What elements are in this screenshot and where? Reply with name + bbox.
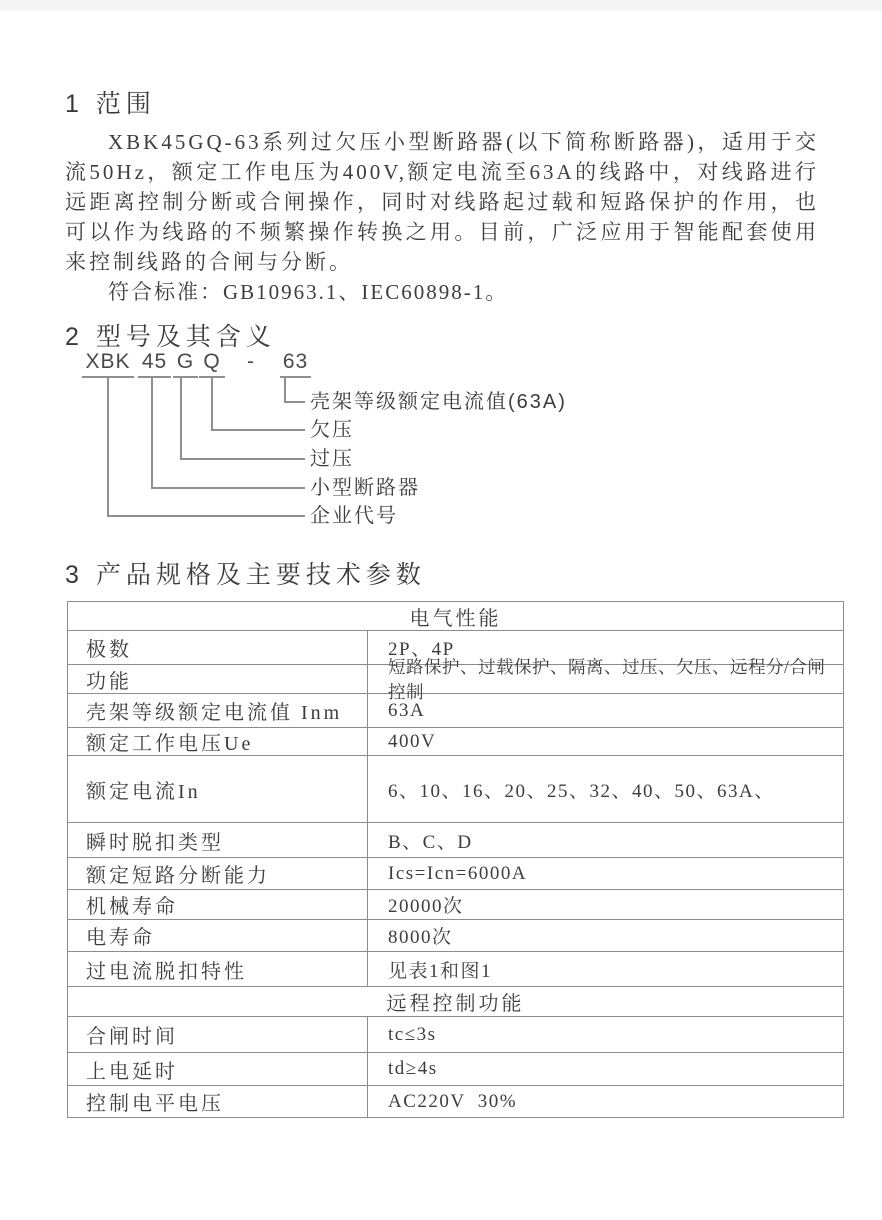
section-1-heading: 1 范围: [65, 90, 156, 118]
table-section-header-electrical: 电气性能: [68, 602, 843, 631]
table-row-control-voltage: 控制电平电压 AC220V 30%: [68, 1086, 843, 1117]
code-segment-current: 63: [280, 350, 311, 378]
table-row-power-on-delay: 上电延时 td≥4s: [68, 1053, 843, 1086]
label-undervoltage: 欠压: [310, 419, 354, 441]
table-row-rated-current: 额定电流In 6、10、16、20、25、32、40、50、63A、: [68, 756, 843, 823]
code-segment-dash: -: [247, 350, 255, 373]
label-frame-rated-current: 壳架等级额定电流值(63A): [310, 391, 567, 413]
label-enterprise-code: 企业代号: [310, 505, 398, 527]
code-segment-frame: 45: [138, 350, 171, 378]
table-row-rated-voltage: 额定工作电压Ue 400V: [68, 728, 843, 756]
table-row-functions: 功能 短路保护、过载保护、隔离、过压、欠压、远程分/合闸控制: [68, 665, 843, 694]
table-row-electrical-life: 电寿命 8000次: [68, 920, 843, 952]
table-row-closing-time: 合闸时间 tc≤3s: [68, 1017, 843, 1053]
spec-table: [67, 601, 844, 1118]
table-row-breaking-capacity: 额定短路分断能力 Ics=Icn=6000A: [68, 858, 843, 890]
section-3-heading: 3 产品规格及主要技术参数: [65, 561, 426, 589]
connector-line-prefix: [107, 378, 305, 517]
code-segment-overvoltage: G: [173, 350, 198, 378]
model-code-diagram: [65, 348, 845, 544]
table-row-trip-type: 瞬时脱扣类型 B、C、D: [68, 823, 843, 858]
table-row-poles: 极数 2P、4P: [68, 631, 843, 665]
table-section-header-remote: 远程控制功能: [68, 987, 843, 1017]
label-miniature-breaker: 小型断路器: [310, 477, 420, 499]
scan-edge-artifact: [0, 0, 882, 11]
label-overvoltage: 过压: [310, 448, 354, 470]
scope-paragraph: XBK45GQ-63系列过欠压小型断路器(以下简称断路器)，适用于交流50Hz，额定工作电压为400V,额定电流至63A的线路中，对线路进行远距离控制分断或合闸操作，同时对线路起过载和短路保护的作用，也可以作为线路的不频繁操作转换之用。目前，广泛应用于智能配套使用来控制线路的合闸与分断。: [65, 130, 819, 274]
table-row-mechanical-life: 机械寿命 20000次: [68, 890, 843, 920]
section-2-heading: 2 型号及其含义: [65, 323, 276, 351]
code-segment-undervoltage: Q: [199, 350, 225, 378]
table-row-frame-current: 壳架等级额定电流值 Inm 63A: [68, 694, 843, 728]
standards-line: 符合标准：GB10963.1、IEC60898-1。: [108, 280, 509, 304]
code-segment-prefix: XBK: [82, 350, 134, 378]
table-row-overcurrent-trip: 过电流脱扣特性 见表1和图1: [68, 952, 843, 987]
